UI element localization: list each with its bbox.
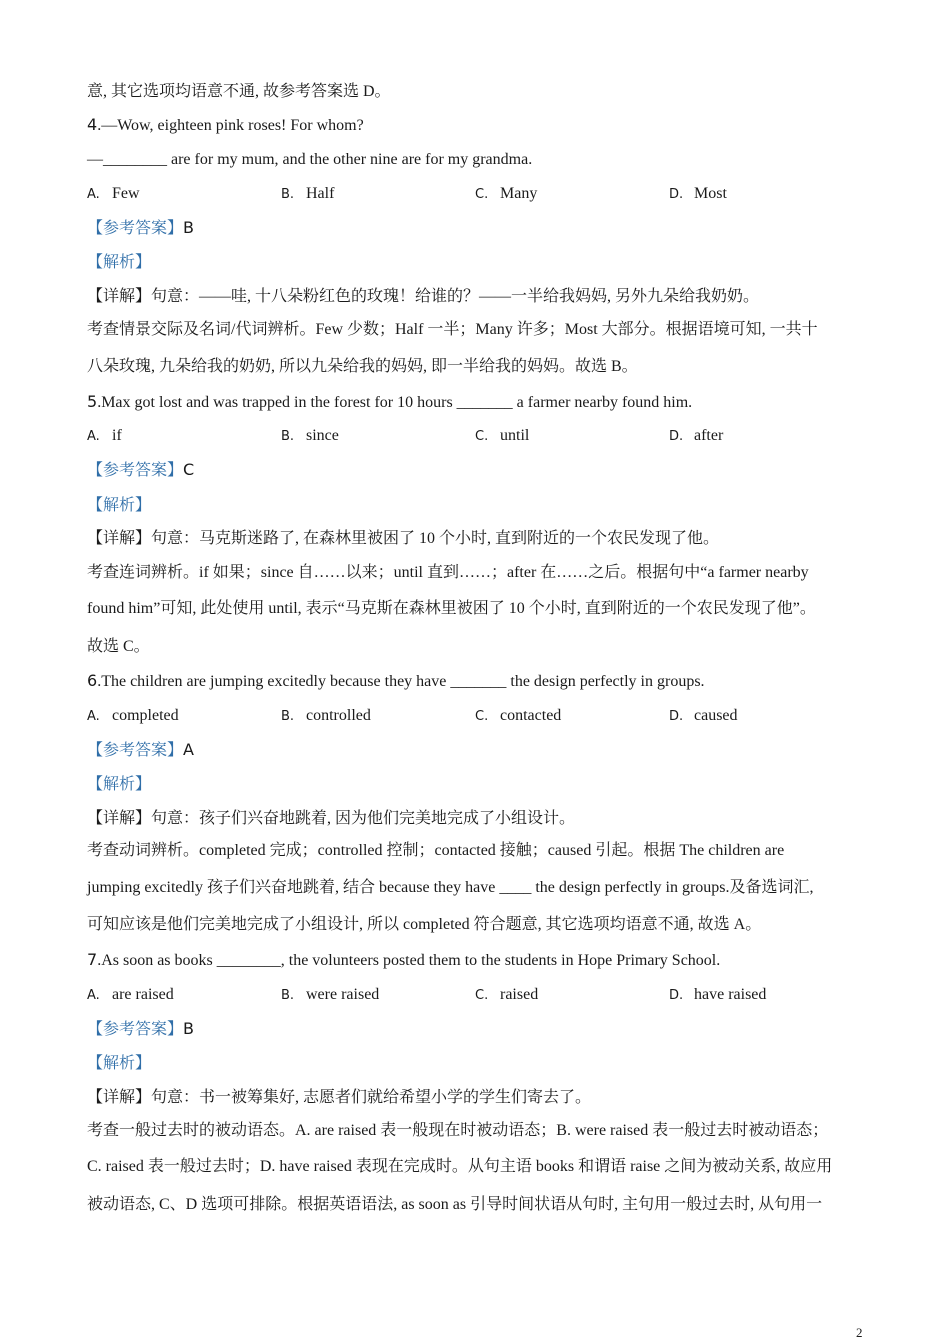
option-b: B. Half [281, 185, 335, 202]
option-b: B. were raised [281, 986, 380, 1003]
option-a: A. completed [87, 707, 179, 724]
option-c: C. until [475, 427, 530, 444]
question-7-explanation: C. raised 表一般过去时；D. have raised 表现在完成时。从句主语 books 和谓语 raise 之间为被动关系, 故应用 [87, 1158, 833, 1175]
option-c: C. raised [475, 986, 539, 1003]
question-4-stem: 4.—Wow, eighteen pink roses! For whom? [87, 115, 364, 134]
question-7-answer: 【参考答案】B [87, 1019, 194, 1038]
option-b: B. since [281, 427, 339, 444]
question-4-explanation: 考查情景交际及名词/代词辨析。Few 少数；Half 一半；Many 许多；Most 大部分。根据语境可知, 一共十 [87, 321, 818, 338]
option-c: C. contacted [475, 707, 562, 724]
question-4-stem-line2: —________ are for my mum, and the other nine are for my grandma. [87, 151, 533, 168]
option-a: A. if [87, 427, 122, 444]
option-b: B. controlled [281, 707, 371, 724]
question-5-analysis-tag: 【解析】 [87, 495, 152, 514]
question-7-analysis-tag: 【解析】 [87, 1053, 152, 1072]
intro-line: 意, 其它选项均语意不通, 故参考答案选 D。 [87, 83, 391, 100]
option-d: D. after [669, 427, 724, 444]
question-5-answer: 【参考答案】C [87, 460, 195, 479]
option-a: A. are raised [87, 986, 174, 1003]
question-6-stem: 6.The children are jumping excitedly because they have _______ the design perfectly in groups. [87, 671, 705, 690]
question-4-answer: 【参考答案】B [87, 218, 194, 237]
question-4-explanation: 八朵玫瑰, 九朵给我的奶奶, 所以九朵给我的妈妈, 即一半给我的妈妈。故选 B。 [87, 358, 638, 375]
option-c: C. Many [475, 185, 538, 202]
question-6-options [87, 706, 887, 726]
question-7-explanation: 考查一般过去时的被动语态。A. are raised 表一般现在时被动语态；B. were raised 表一般过去时被动语态； [87, 1122, 829, 1139]
question-6-answer: 【参考答案】A [87, 740, 194, 759]
option-d: D. caused [669, 707, 738, 724]
question-number: 5 [87, 392, 98, 411]
question-7-detail: 【详解】句意：书一被筹集好, 志愿者们就给希望小学的学生们寄去了。 [87, 1087, 592, 1106]
option-d: D. Most [669, 185, 727, 202]
question-number: 4 [87, 115, 98, 134]
question-5-stem: 5.Max got lost and was trapped in the forest for 10 hours _______ a farmer nearby found him. [87, 392, 693, 411]
question-7-explanation: 被动语态, C、D 选项可排除。根据英语语法, as soon as 引导时间状语从句时, 主句用一般过去时, 从句用一 [87, 1196, 823, 1213]
question-5-detail: 【详解】句意：马克斯迷路了, 在森林里被困了 10 个小时, 直到附近的一个农民发现了他。 [87, 528, 720, 547]
question-4-detail: 【详解】句意：——哇, 十八朵粉红色的玫瑰！给谁的？——一半给我妈妈, 另外九朵给我奶奶。 [87, 286, 760, 305]
question-5-explanation: found him”可知, 此处使用 until, 表示“马克斯在森林里被困了 10 个小时, 直到附近的一个农民发现了他”。 [87, 600, 816, 617]
question-5-options [87, 426, 887, 446]
question-6-explanation: jumping excitedly 孩子们兴奋地跳着, 结合 because they have ____ the design perfectly in groups.及备选词汇, [87, 879, 814, 896]
question-number: 6 [87, 671, 98, 690]
question-6-explanation: 可知应该是他们完美地完成了小组设计, 所以 completed 符合题意, 其它选项均语意不通, 故选 A。 [87, 916, 762, 933]
question-5-explanation: 考查连词辨析。if 如果；since 自……以来；until 直到……；after 在……之后。根据句中“a farmer nearby [87, 564, 809, 581]
question-4-options [87, 184, 887, 204]
option-a: A. Few [87, 185, 140, 202]
option-d: D. have raised [669, 986, 767, 1003]
question-7-options [87, 985, 887, 1005]
question-6-explanation: 考查动词辨析。completed 完成；controlled 控制；contacted 接触；caused 引起。根据 The children are [87, 842, 785, 859]
question-7-stem: 7.As soon as books ________, the volunteers posted them to the students in Hope Primary School. [87, 950, 721, 969]
question-5-explanation: 故选 C。 [87, 638, 150, 655]
question-number: 7 [87, 950, 98, 969]
question-6-detail: 【详解】句意：孩子们兴奋地跳着, 因为他们完美地完成了小组设计。 [87, 808, 576, 827]
question-4-analysis-tag: 【解析】 [87, 252, 152, 271]
page-number: 2 [856, 1325, 863, 1340]
question-6-analysis-tag: 【解析】 [87, 774, 152, 793]
